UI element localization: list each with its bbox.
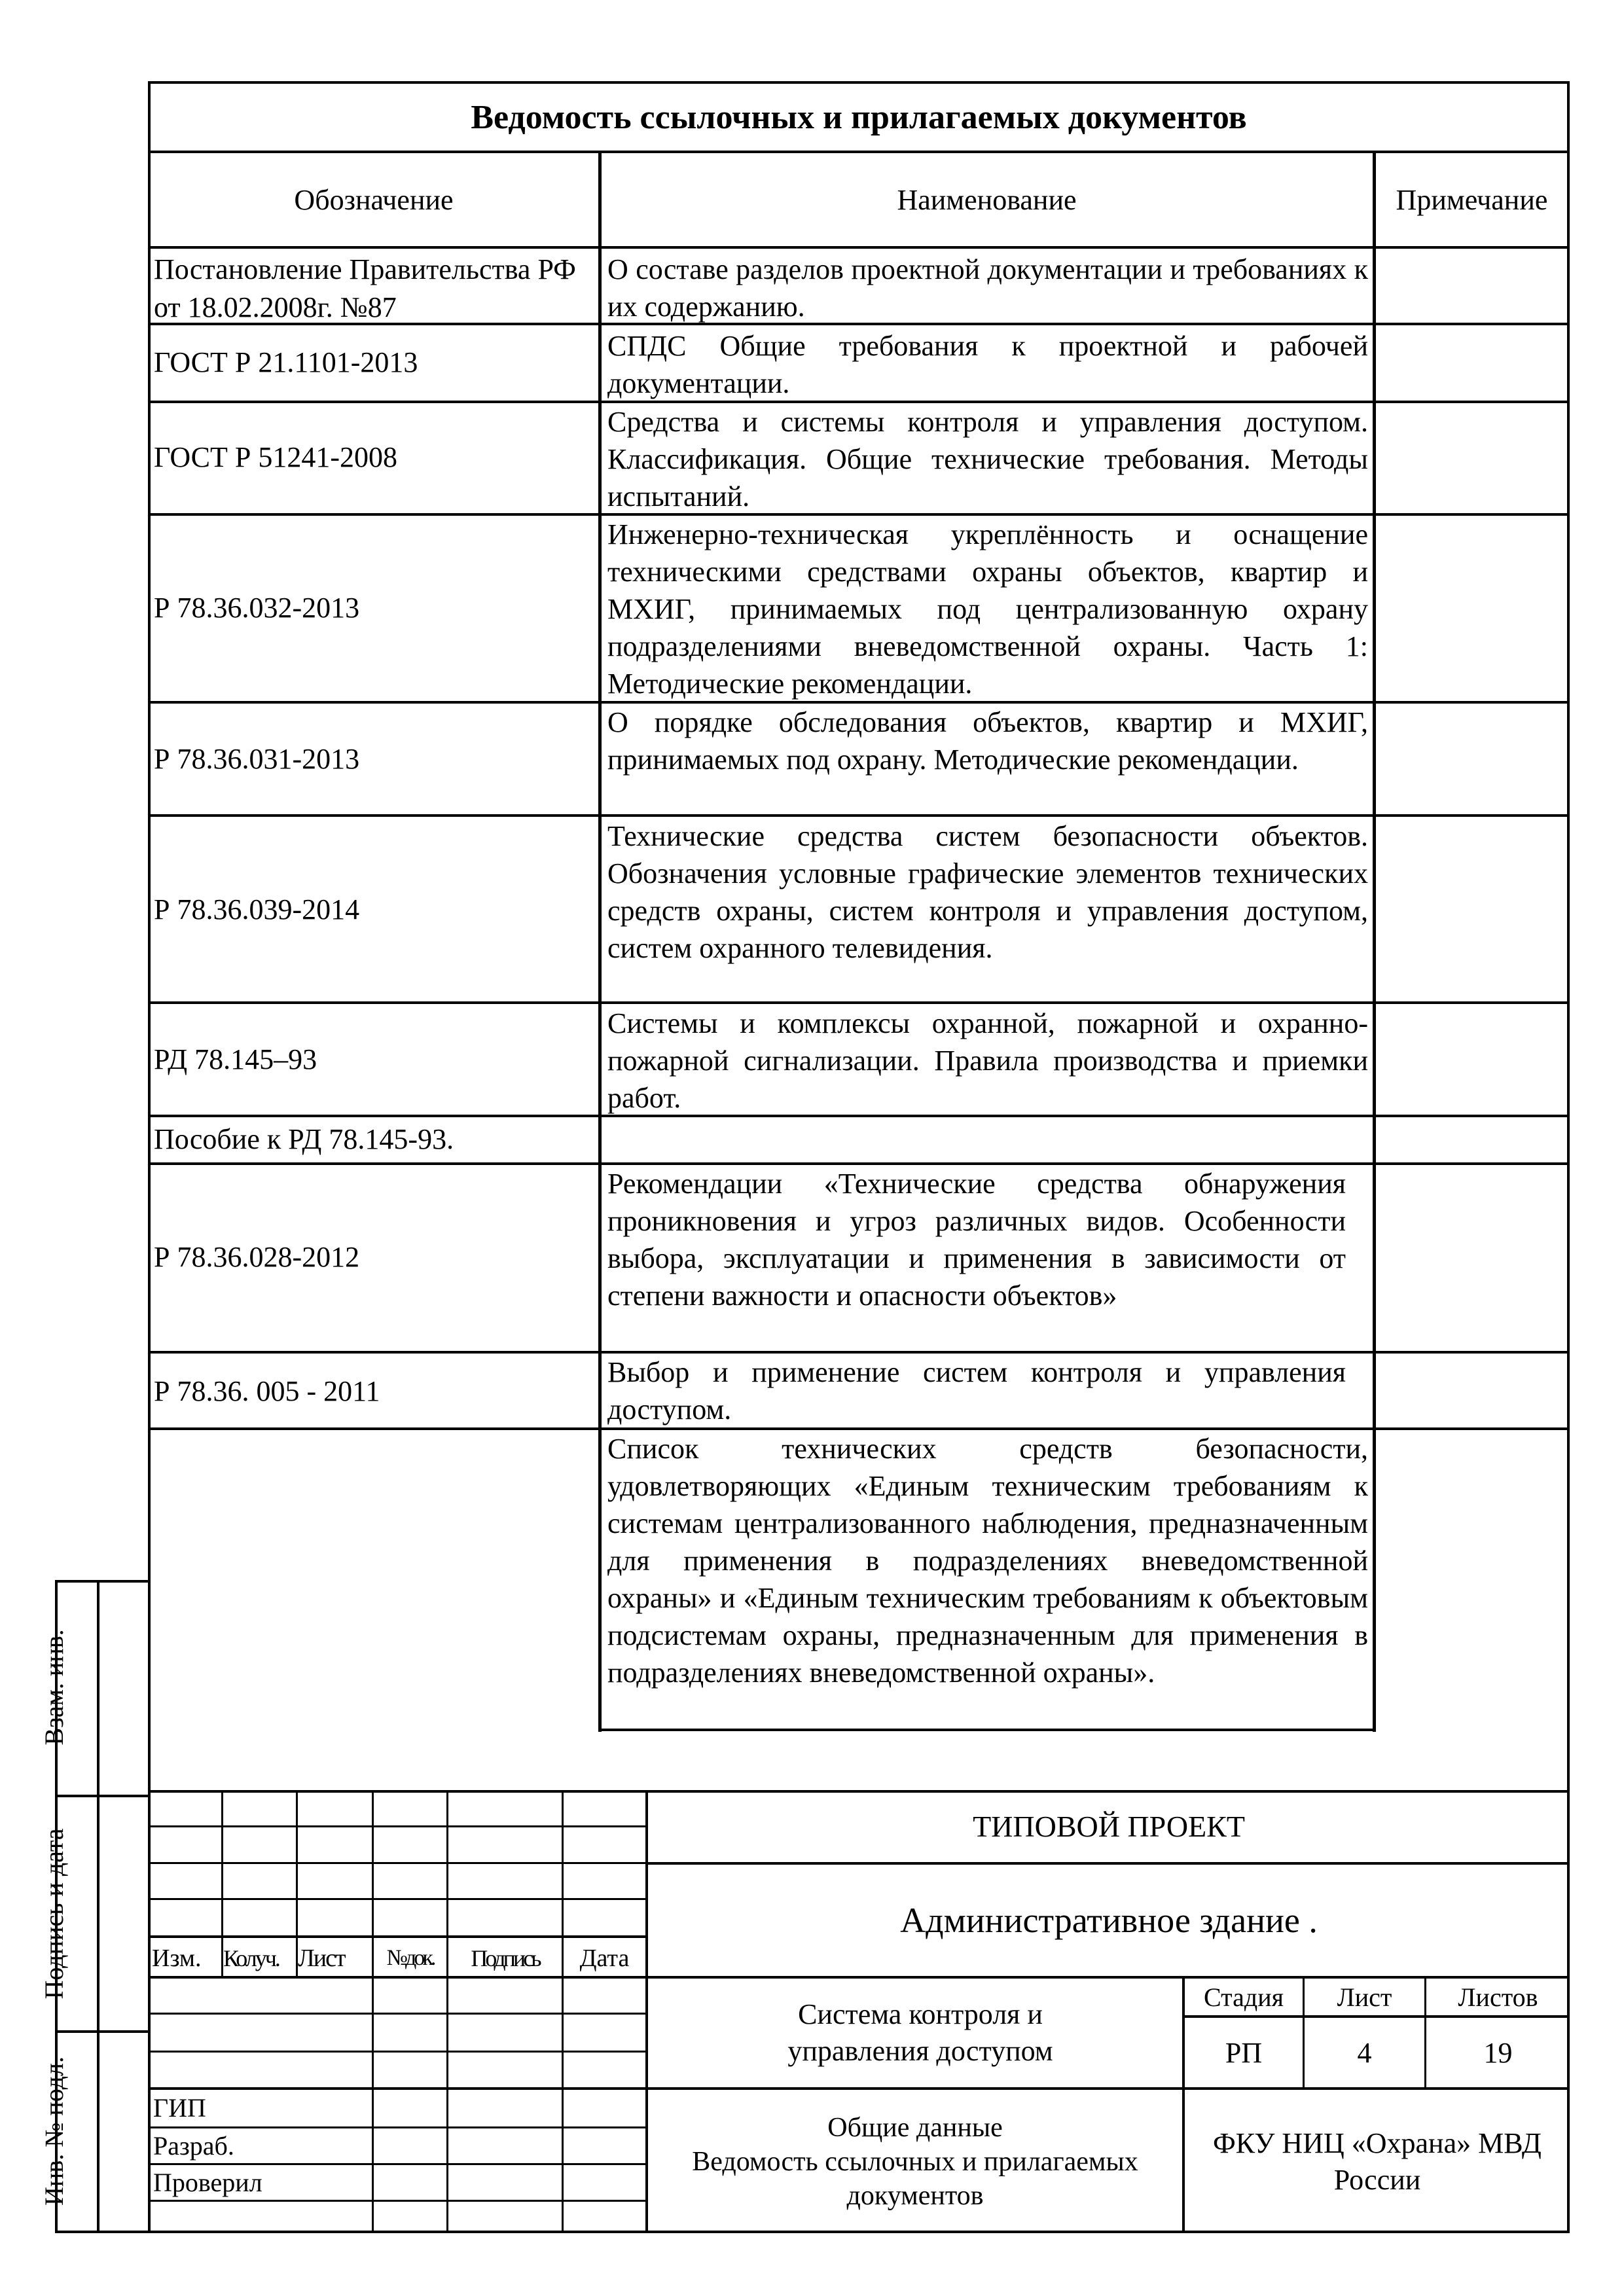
- row-designation: ГОСТ Р 21.1101-2013: [154, 346, 418, 378]
- header-note: Примечание: [1396, 183, 1548, 216]
- sheet-value: 4: [1357, 2036, 1372, 2069]
- table-bottom-line: [598, 1729, 1376, 1731]
- organization: ФКУ НИЦ «Охрана» МВД России: [1213, 2126, 1542, 2196]
- row-designation: ГОСТ Р 51241-2008: [154, 441, 398, 473]
- stamp-line: [148, 2013, 645, 2015]
- row-name: Выбор и применение систем контроля и управления доступом.: [607, 1356, 1346, 1426]
- row-name: Рекомендации «Технические средства обнаружения проникновения и угроз различных видов. Особенности выбора, эксплуатации и применения в зависимости от степени важности и опасности объектов»: [607, 1168, 1346, 1312]
- side-label-inv: Инв. № подл.: [39, 2056, 69, 2206]
- row-designation: РД 78.145–93: [154, 1043, 317, 1075]
- row-designation: Р 78.36.039-2014: [154, 893, 360, 925]
- doc-title-line-1: Общие данные: [827, 2112, 1003, 2143]
- stamp-vline: [372, 1790, 374, 2233]
- row-designation: Р 78.36.028-2012: [154, 1241, 360, 1273]
- sheet-label: Лист: [1337, 1982, 1392, 2012]
- row-name: О составе разделов проектной документации и требованиях к их содержанию.: [607, 253, 1368, 323]
- stamp-line: [148, 2051, 645, 2053]
- rev-header-list: Лист: [298, 1945, 345, 1972]
- role-gip: ГИП: [153, 2093, 206, 2123]
- doc-title: [648, 2090, 1182, 2233]
- rev-header-ndok: №док.: [386, 1946, 434, 1970]
- col-line-2: [1373, 151, 1376, 1732]
- rev-header-izm: Изм.: [152, 1945, 202, 1972]
- side-divider: [97, 1580, 99, 2233]
- col-line-1: [598, 151, 602, 1732]
- role-razrab: Разраб.: [153, 2131, 234, 2161]
- stage-label: Стадия: [1203, 1982, 1284, 2012]
- role-proveril: Проверил: [153, 2168, 262, 2197]
- sheets-label: Листов: [1458, 1982, 1538, 2012]
- row-name: Системы и комплексы охранной, пожарной и охранно-пожарной сигнализации. Правила производства и приемки работ.: [607, 1007, 1368, 1114]
- table-header-row: [148, 151, 1570, 249]
- rev-header-koluch: Колуч.: [223, 1945, 279, 1971]
- row-name: СПДС Общие требования к проектной и рабочей документации.: [607, 330, 1368, 399]
- rev-header-data: Дата: [579, 1945, 630, 1972]
- row-designation: Постановление Правительства РФ от 18.02.2008г. №87: [154, 253, 576, 323]
- row-name: О порядке обследования объектов, квартир и МХИГ, принимаемых под охрану. Методические рекомендации.: [607, 706, 1368, 776]
- row-designation: Пособие к РД 78.145-93.: [154, 1123, 454, 1155]
- row-designation: Р 78.36. 005 - 2011: [154, 1375, 380, 1407]
- row-name: Средства и системы контроля и управления доступом. Классификация. Общие технические требования. Методы испытаний.: [607, 406, 1368, 512]
- header-name: Наименование: [897, 183, 1077, 216]
- row-name: Инженерно-техническая укреплённость и оснащение техническими средствами охраны объектов, квартир и МХИГ, принимаемых под централизованную охрану подразделениями вневедомственной охраны. Часть 1: Методические рекомендации.: [607, 518, 1368, 700]
- sheets-value: 19: [1483, 2036, 1513, 2069]
- stamp-block: [148, 1790, 1570, 2233]
- doc-title-line-2: Ведомость ссылочных и прилагаемых документов: [692, 2146, 1138, 2211]
- stage-value: РП: [1225, 2036, 1263, 2069]
- row-name: Список технических средств безопасности, удовлетворяющих «Единым техническим требованиям к системам централизованного наблюдения, предназначенным для применения в подразделениях вневедомственной охраны» и «Единым техническим требованиям к объектовым подсистемам охраны, предназначенным для применения в подразделениях вневедомственной охраны».: [607, 1433, 1368, 1689]
- row-designation: Р 78.36.032-2013: [154, 592, 360, 624]
- project-type: ТИПОВОЙ ПРОЕКТ: [973, 1809, 1245, 1843]
- row-divider: [148, 1001, 1570, 1004]
- stamp-vline: [446, 1790, 448, 2233]
- page-title: Ведомость ссылочных и прилагаемых документов: [471, 98, 1247, 136]
- building-name: Административное здание .: [900, 1901, 1318, 1940]
- rev-header-podpis: Подпись: [471, 1945, 539, 1971]
- row-designation: Р 78.36.031-2013: [154, 743, 360, 775]
- side-label-vzam: Взам. инв.: [39, 1629, 69, 1746]
- stamp-vline: [562, 1790, 564, 2233]
- side-label-podpis: Подпись и дата: [39, 1828, 69, 2000]
- header-bottom-line: [148, 246, 1570, 249]
- row-name: Технические средства систем безопасности объектов. Обозначения условные графические элементов технических средств охраны, систем контроля и управления доступом, систем охранного телевидения.: [607, 820, 1368, 964]
- header-designation: Обозначение: [294, 183, 454, 216]
- row-divider: [148, 814, 1570, 817]
- system-name: Система контроля и управления доступом: [787, 1998, 1053, 2067]
